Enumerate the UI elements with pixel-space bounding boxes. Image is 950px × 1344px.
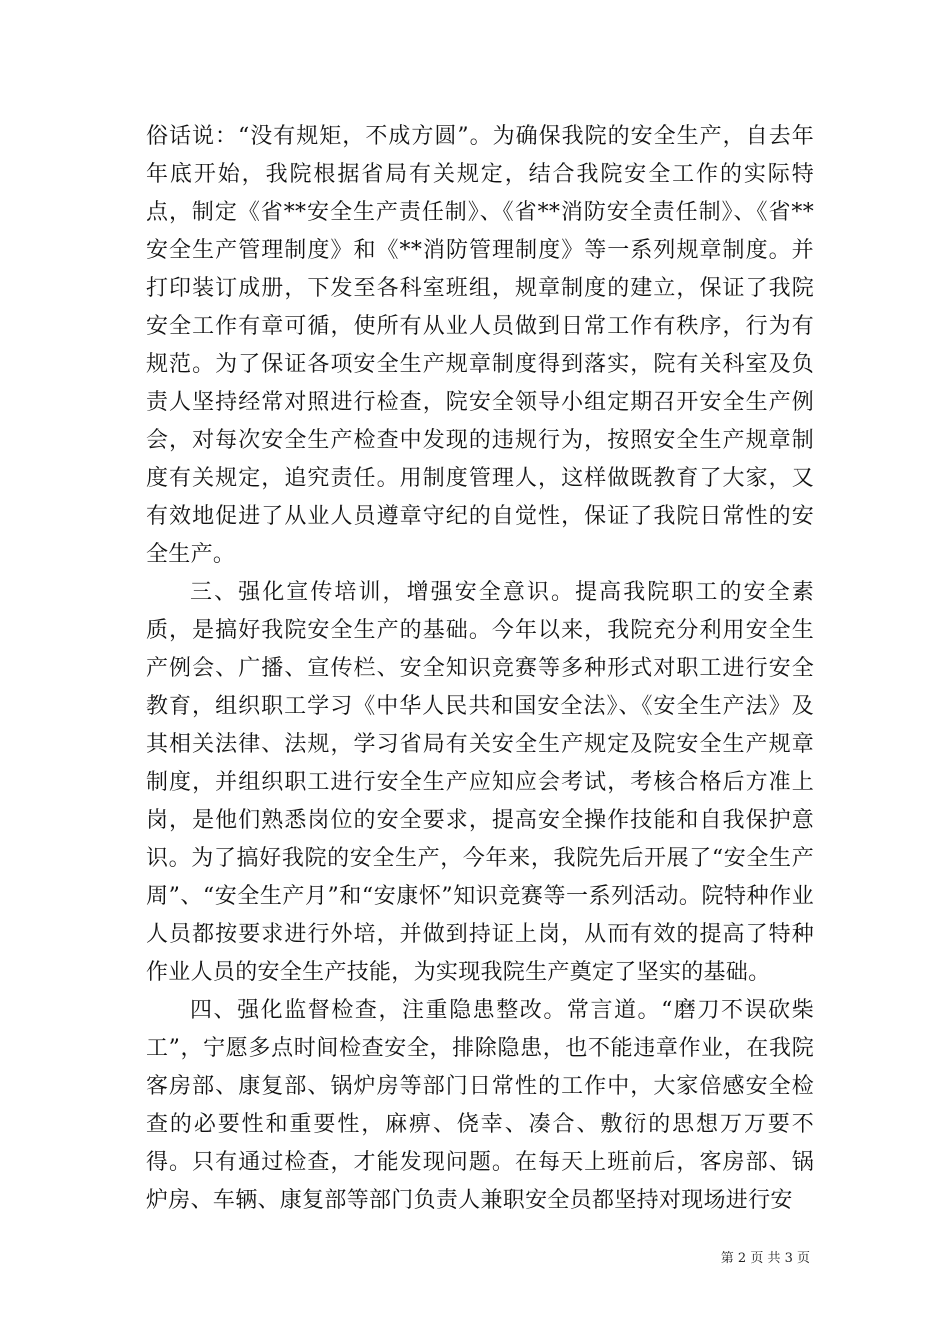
paragraph-training: 三、强化宣传培训，增强安全意识。提高我院职工的安全素质，是搞好我院安全生产的基础。今年以来，我院充分利用安全生产例会、广播、宣传栏、安全知识竞赛等多种形式对职工进行安全教育，组织职工学习《中华人民共和国安全法》、《安全生产法》及其相关法律、法规，学习省局有关安全生产规定及院安全生产规章制度，并组织职工进行安全生产应知应会考试，考核合格后方准上岗，是他们熟悉岗位的安全要求，提高安全操作技能和自我保护意识。为了搞好我院的安全生产，今年来，我院先后开展了“安全生产周”、“安全生产月”和“安康怀”知识竞赛等一系列活动。院特种作业人员都按要求进行外培，并做到持证上岗，从而有效的提高了特种作业人员的安全生产技能，为实现我院生产奠定了坚实的基础。 <box>146 580 814 985</box>
document-body <box>146 118 814 1220</box>
paragraph-inspection: 四、强化监督检查，注重隐患整改。常言道。“磨刀不误砍柴工”，宁愿多点时间检查安全，排除隐患，也不能违章作业，在我院客房部、康复部、锅炉房等部门日常性的工作中，大家倍感安全检查的必要性和重要性，麻痹、侥幸、凑合、敷衍的思想万万要不得。只有通过检查，才能发现问题。在每天上班前后，客房部、锅炉房、车辆、康复部等部门负责人兼职安全员都坚持对现场进行安 <box>146 998 814 1213</box>
page-number: 第 2 页 共 3 页 <box>720 1251 810 1266</box>
paragraph-regulations: 俗话说：“没有规矩，不成方圆”。为确保我院的安全生产，自去年年底开始，我院根据省局有关规定，结合我院安全工作的实际特点，制定《省**安全生产责任制》、《省**消防安全责任制》、《省**安全生产管理制度》和《**消防管理制度》等一系列规章制度。并打印装订成册，下发至各科室班组，规章制度的建立，保证了我院安全工作有章可循，使所有从业人员做到日常工作有秩序，行为有规范。为了保证各项安全生产规章制度得到落实，院有关科室及负责人坚持经常对照进行检查，院安全领导小组定期召开安全生产例会，对每次安全生产检查中发现的违规行为，按照安全生产规章制度有关规定，追究责任。用制度管理人，这样做既教育了大家，又有效地促进了从业人员遵章守纪的自觉性，保证了我院日常性的安全生产。 <box>146 124 814 567</box>
